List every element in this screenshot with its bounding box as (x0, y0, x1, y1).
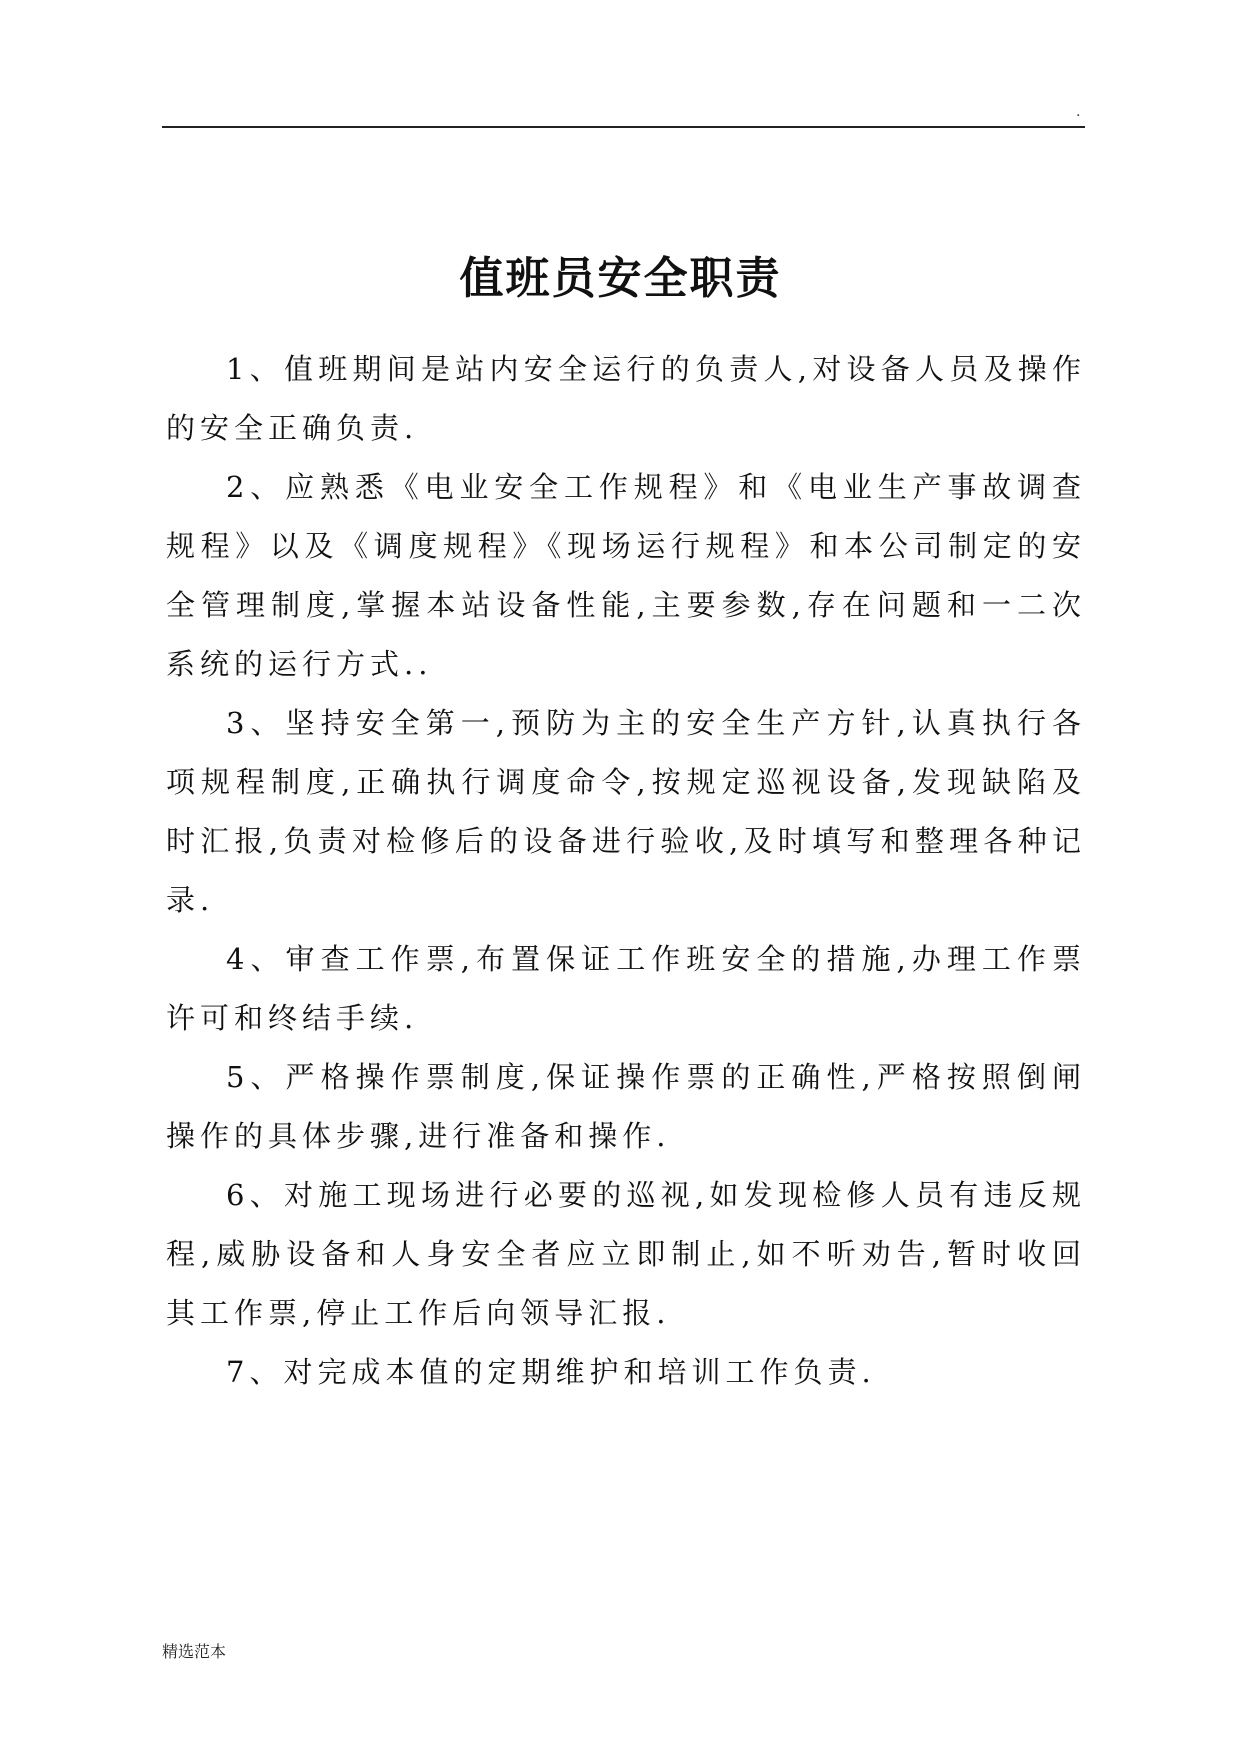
footer-label: 精选范本 (162, 1642, 227, 1661)
page-title: 值班员安全职责 (459, 253, 782, 305)
paragraph-3: 3、坚持安全第一,预防为主的安全生产方针,认真执行各项规程制度,正确执行调度命令,按规定巡视设备,发现缺陷及时汇报,负责对检修后的设备进行验收,及时填写和整理各种记录. (166, 706, 1086, 917)
header-mark: . (1076, 104, 1081, 120)
paragraph-6: 6、对施工现场进行必要的巡视,如发现检修人员有违反规程,威胁设备和人身安全者应立即制止,如不听劝告,暂时收回其工作票,停止工作后向领导汇报. (166, 1178, 1086, 1330)
paragraph-1: 1、值班期间是站内安全运行的负责人,对设备人员及操作的安全正确负责. (166, 352, 1086, 445)
paragraph-5: 5、严格操作票制度,保证操作票的正确性,严格按照倒闸操作的具体步骤,进行准备和操作. (166, 1060, 1086, 1153)
document-body (166, 340, 1086, 1402)
paragraph-7: 7、对完成本值的定期维护和培训工作负责. (226, 1355, 876, 1389)
paragraph-2: 2、应熟悉《电业安全工作规程》和《电业生产事故调查规程》以及《调度规程》《现场运行规程》和本公司制定的安全管理制度,掌握本站设备性能,主要参数,存在问题和一二次系统的运行方式.. (166, 470, 1086, 681)
paragraph-4: 4、审查工作票,布置保证工作班安全的措施,办理工作票许可和终结手续. (166, 942, 1086, 1035)
header-divider (162, 126, 1085, 128)
